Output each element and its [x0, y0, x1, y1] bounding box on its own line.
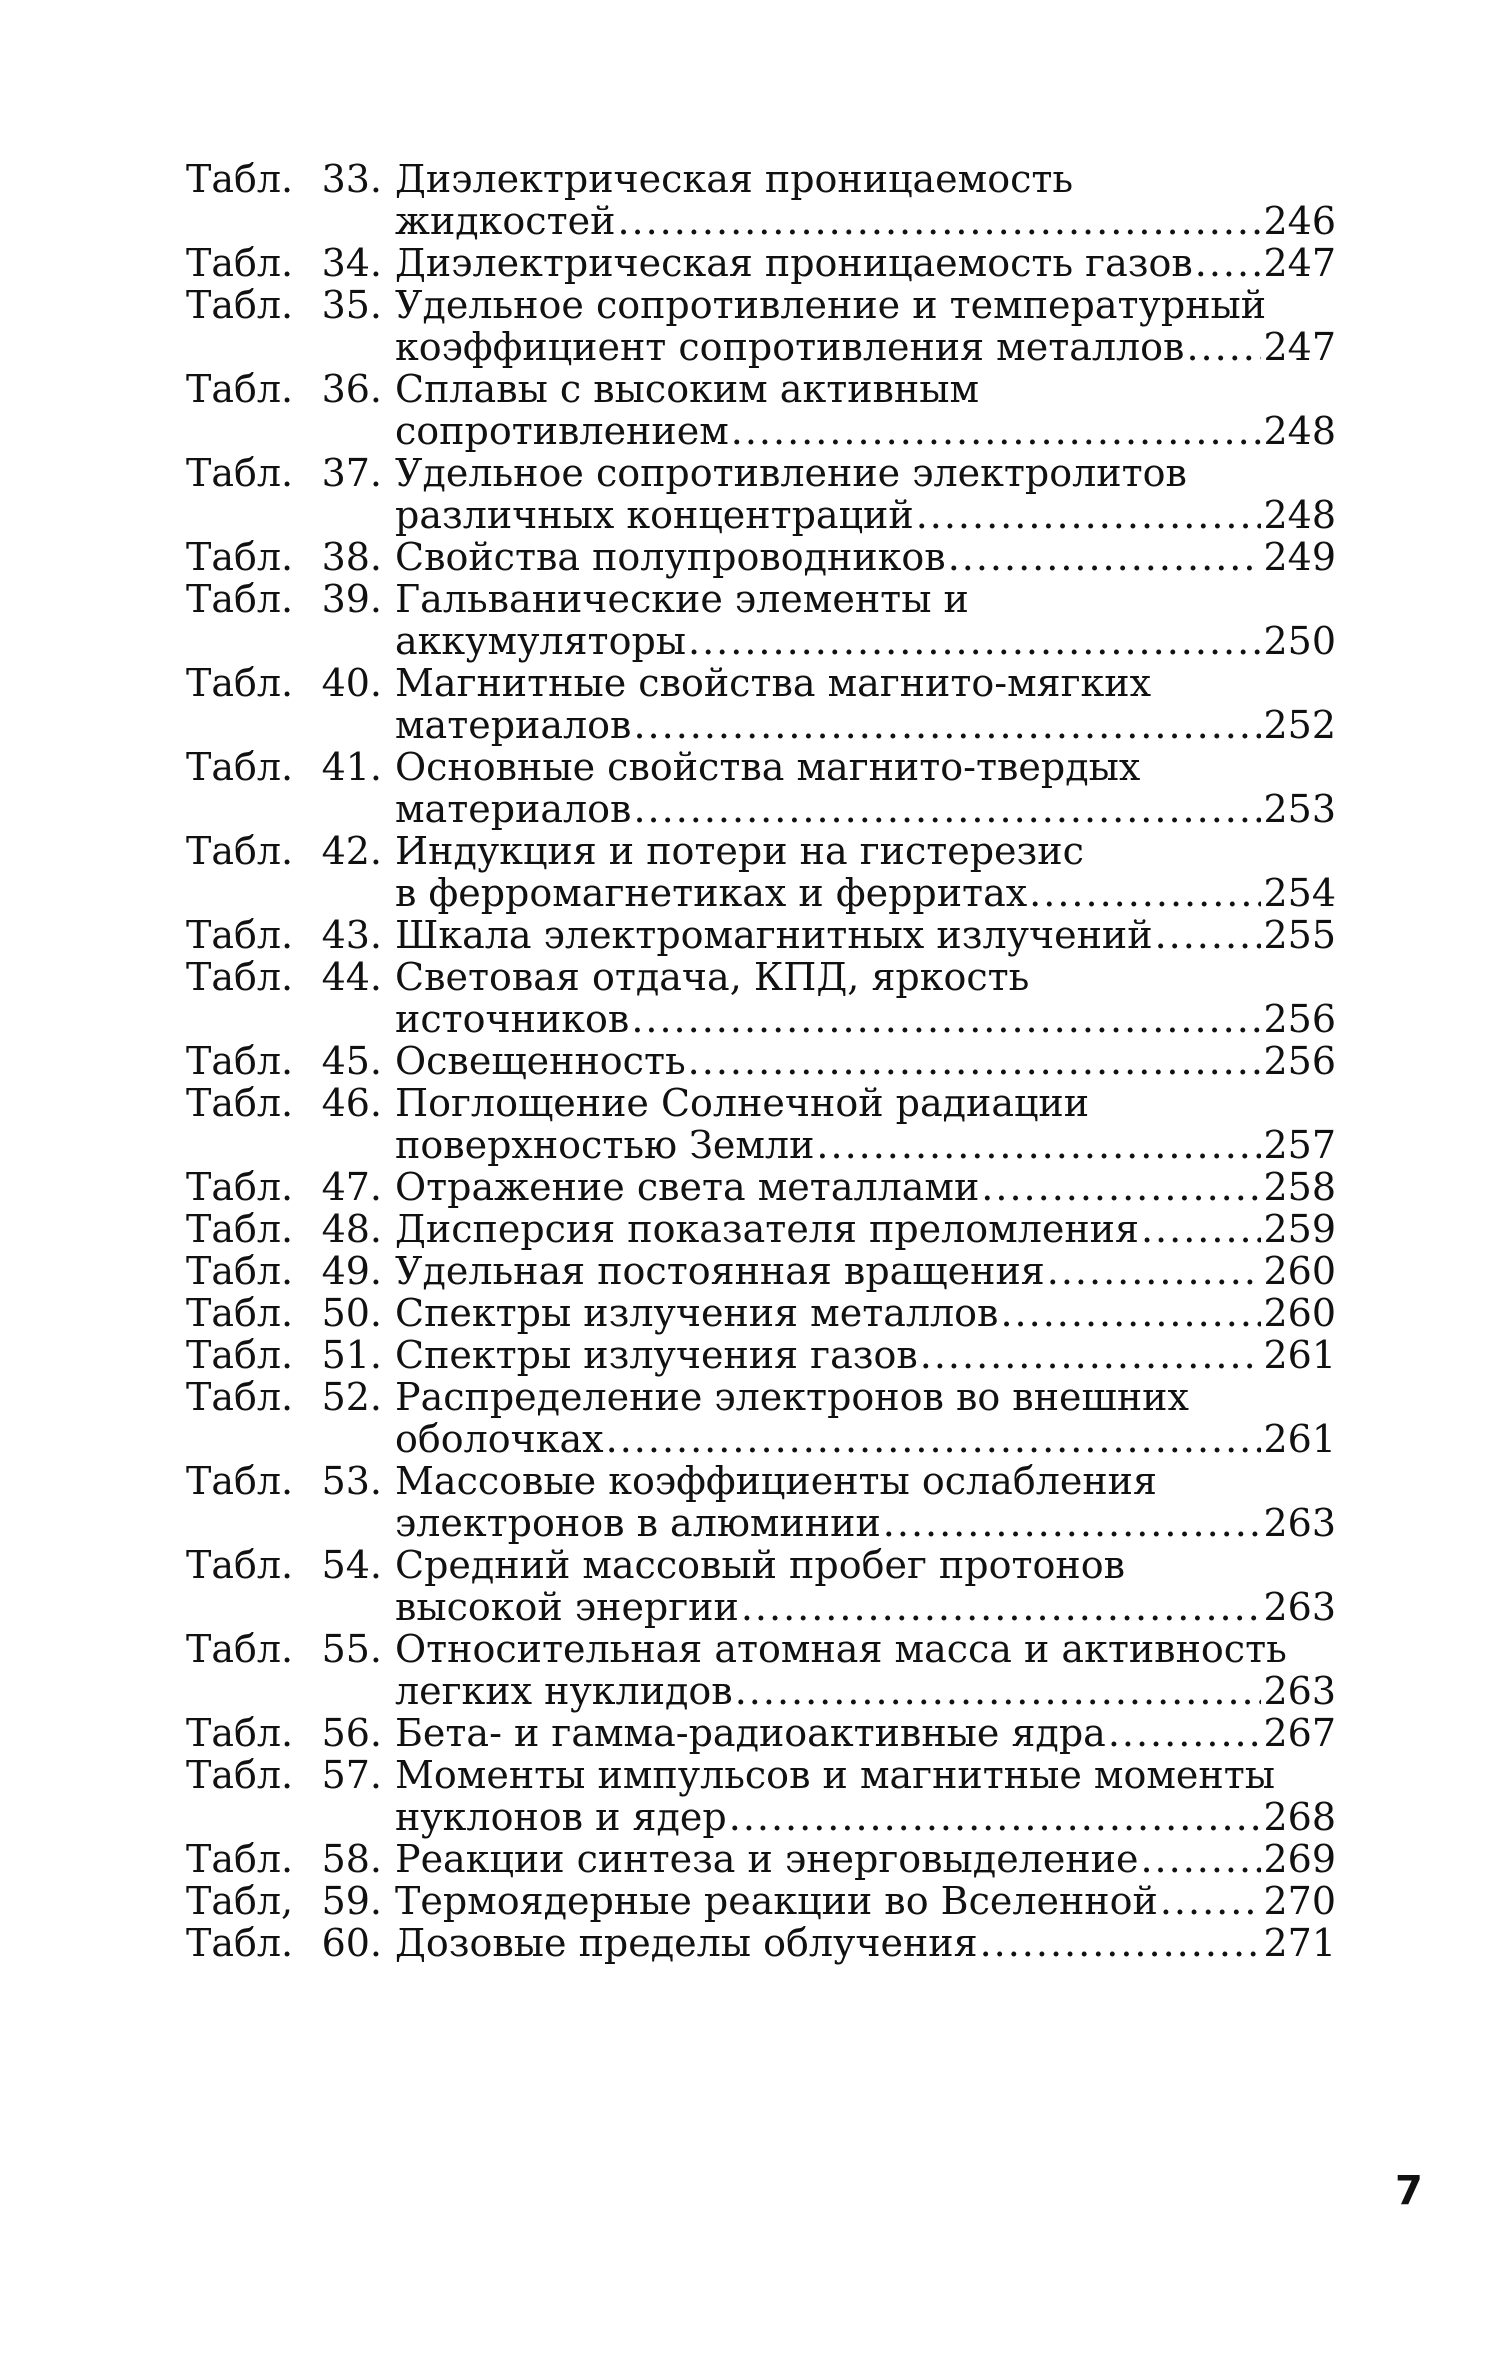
dot-leader [1195, 242, 1262, 284]
toc-entry-line [395, 158, 1336, 200]
toc-entry-title: Термоядерные реакции во Вселенной [395, 1879, 1158, 1923]
dot-leader [1160, 1880, 1262, 1922]
toc-entry [186, 1334, 1336, 1376]
toc-entry-page: 260 [1263, 1291, 1336, 1335]
toc-entry-title: Дисперсия показателя преломления [395, 1207, 1139, 1251]
toc-entry-body [382, 1544, 1336, 1628]
toc-entry-title: Спектры излучения металлов [395, 1291, 999, 1335]
toc-entry-label: Табл. [186, 577, 294, 621]
toc-entry-body [382, 746, 1336, 830]
toc-entry-label: Табл. [186, 1543, 294, 1587]
toc-entry-page: 248 [1263, 409, 1336, 453]
toc-entry-body [382, 1460, 1336, 1544]
toc-entry-line [395, 1586, 1336, 1628]
toc-entry-line [395, 1838, 1336, 1880]
toc-entry-line [395, 1628, 1336, 1670]
toc-entry-page: 259 [1263, 1207, 1336, 1251]
toc-entry-body [382, 536, 1336, 578]
dot-leader [1000, 1292, 1261, 1334]
toc-entry-body [382, 1208, 1336, 1250]
toc-entry-body [382, 1712, 1336, 1754]
toc-entry-line [395, 536, 1336, 578]
dot-leader [617, 200, 1261, 242]
dot-leader [1029, 872, 1261, 914]
toc-entry-page: 268 [1263, 1795, 1336, 1839]
toc-entry [186, 1208, 1336, 1250]
dot-leader [729, 1796, 1262, 1838]
toc-entry-number: 33. [321, 157, 382, 201]
toc-entry-line [395, 914, 1336, 956]
toc-entry-number: 42. [321, 829, 382, 873]
toc-entry-page: 260 [1263, 1249, 1336, 1293]
toc-entry-line [395, 1040, 1336, 1082]
toc-entry [186, 1166, 1336, 1208]
toc-entry-title: Поглощение Солнечной радиации [395, 1081, 1090, 1125]
toc-entry-title: Удельное сопротивление электролитов [395, 451, 1187, 495]
toc-entry-label: Табл. [186, 241, 294, 285]
toc-entry-label: Табл, [186, 1879, 294, 1923]
toc-entry-title: легких нуклидов [395, 1669, 733, 1713]
toc-entry-title: Индукция и потери на гистерезис [395, 829, 1084, 873]
toc-entry [186, 1628, 1336, 1712]
toc-entry-label: Табл. [186, 1921, 294, 1965]
toc-entry-page: 270 [1263, 1879, 1336, 1923]
toc-entry [186, 1250, 1336, 1292]
toc-entry-title: Спектры излучения газов [395, 1333, 918, 1377]
toc-entry-number: 54. [321, 1543, 382, 1587]
toc-entry-body [382, 242, 1336, 284]
toc-entry-body [382, 1166, 1336, 1208]
table-of-contents [186, 158, 1336, 1964]
dot-leader [883, 1502, 1262, 1544]
toc-entry-label: Табл. [186, 1711, 294, 1755]
toc-entry-number: 49. [321, 1249, 382, 1293]
toc-entry-line [395, 1796, 1336, 1838]
toc-entry-body [382, 1334, 1336, 1376]
toc-entry-label: Табл. [186, 661, 294, 705]
toc-entry-body [382, 914, 1336, 956]
toc-entry-label: Табл. [186, 1333, 294, 1377]
toc-entry-page: 256 [1263, 997, 1336, 1041]
toc-entry-title: Диэлектрическая проницаемость газов [395, 241, 1193, 285]
toc-entry-label: Табл. [186, 1039, 294, 1083]
toc-entry-title: Дозовые пределы облучения [395, 1921, 978, 1965]
toc-entry-page: 255 [1263, 913, 1336, 957]
toc-entry-page: 252 [1263, 703, 1336, 747]
toc-entry-number: 40. [321, 661, 382, 705]
toc-entry-page: 269 [1263, 1837, 1336, 1881]
toc-entry-line [395, 1166, 1336, 1208]
toc-entry-line [395, 788, 1336, 830]
toc-entry-body [382, 830, 1336, 914]
toc-entry-number: 58. [321, 1837, 382, 1881]
toc-entry-title: Относительная атомная масса и активность [395, 1627, 1287, 1671]
toc-entry-number: 47. [321, 1165, 382, 1209]
toc-entry-title: в ферромагнетиках и ферритах [395, 871, 1028, 915]
toc-entry-body [382, 1628, 1336, 1712]
dot-leader [980, 1922, 1262, 1964]
toc-entry-line [395, 1250, 1336, 1292]
toc-entry-page: 254 [1263, 871, 1336, 915]
dot-leader [741, 1586, 1262, 1628]
toc-entry-body [382, 368, 1336, 452]
toc-entry-line [395, 452, 1336, 494]
toc-entry-line [395, 368, 1336, 410]
toc-entry-line [395, 1376, 1336, 1418]
dot-leader [1140, 1838, 1261, 1880]
toc-entry-line [395, 1712, 1336, 1754]
toc-entry-number: 36. [321, 367, 382, 411]
toc-entry-page: 261 [1263, 1333, 1336, 1377]
dot-leader [1047, 1250, 1262, 1292]
toc-entry-title: Средний массовый пробег протонов [395, 1543, 1125, 1587]
toc-entry-line [395, 1670, 1336, 1712]
toc-entry-title: нуклонов и ядер [395, 1795, 727, 1839]
toc-entry-body [382, 1754, 1336, 1838]
toc-entry-title: электронов в алюминии [395, 1501, 881, 1545]
toc-entry-number: 35. [321, 283, 382, 327]
toc-entry-line [395, 1418, 1336, 1460]
toc-entry [186, 830, 1336, 914]
toc-entry-line [395, 326, 1336, 368]
toc-entry-body [382, 284, 1336, 368]
toc-entry-line [395, 200, 1336, 242]
toc-entry [186, 1082, 1336, 1166]
toc-entry-page: 253 [1263, 787, 1336, 831]
toc-entry [186, 1040, 1336, 1082]
toc-entry [186, 1376, 1336, 1460]
toc-entry [186, 368, 1336, 452]
toc-entry [186, 452, 1336, 536]
toc-entry-body [382, 1376, 1336, 1460]
toc-entry-page: 246 [1263, 199, 1336, 243]
toc-entry-body [382, 1880, 1336, 1922]
dot-leader [688, 1040, 1262, 1082]
toc-entry [186, 1712, 1336, 1754]
toc-entry-line [395, 662, 1336, 704]
toc-entry-label: Табл. [186, 535, 294, 579]
toc-entry [186, 1460, 1336, 1544]
toc-entry-label: Табл. [186, 367, 294, 411]
toc-entry-body [382, 1082, 1336, 1166]
dot-leader [981, 1166, 1261, 1208]
toc-entry-title: коэффициент сопротивления металлов [395, 325, 1185, 369]
toc-entry-label: Табл. [186, 1837, 294, 1881]
toc-entry-label: Табл. [186, 1207, 294, 1251]
toc-entry [186, 578, 1336, 662]
toc-entry-label: Табл. [186, 955, 294, 999]
toc-entry-title: Свойства полупроводников [395, 535, 946, 579]
toc-entry-page: 247 [1263, 325, 1336, 369]
toc-entry-line [395, 578, 1336, 620]
toc-entry-body [382, 662, 1336, 746]
toc-entry-title: материалов [395, 787, 632, 831]
toc-entry-title: Удельная постоянная вращения [395, 1249, 1045, 1293]
toc-entry-line [395, 1754, 1336, 1796]
toc-entry-number: 50. [321, 1291, 382, 1335]
toc-entry-label: Табл. [186, 157, 294, 201]
toc-entry-line [395, 1922, 1336, 1964]
toc-entry-label: Табл. [186, 1753, 294, 1797]
toc-entry-title: Сплавы с высоким активным [395, 367, 980, 411]
toc-entry-line [395, 956, 1336, 998]
dot-leader [816, 1124, 1261, 1166]
toc-entry [186, 242, 1336, 284]
toc-entry-number: 55. [321, 1627, 382, 1671]
toc-entry-number: 53. [321, 1459, 382, 1503]
toc-entry-line [395, 1334, 1336, 1376]
toc-entry-number: 44. [321, 955, 382, 999]
toc-entry [186, 746, 1336, 830]
toc-entry [186, 536, 1336, 578]
toc-entry-line [395, 746, 1336, 788]
toc-entry-page: 263 [1263, 1585, 1336, 1629]
toc-entry-line [395, 1544, 1336, 1586]
toc-entry-line [395, 830, 1336, 872]
toc-entry-page: 249 [1263, 535, 1336, 579]
toc-entry-title: источников [395, 997, 630, 1041]
toc-entry-line [395, 242, 1336, 284]
toc-entry-label: Табл. [186, 1375, 294, 1419]
toc-entry-title: сопротивлением [395, 409, 729, 453]
toc-entry-title: Гальванические элементы и [395, 577, 969, 621]
toc-entry-number: 43. [321, 913, 382, 957]
toc-entry [186, 1838, 1336, 1880]
toc-entry [186, 1544, 1336, 1628]
toc-entry-page: 271 [1263, 1921, 1336, 1965]
toc-entry [186, 662, 1336, 746]
toc-entry-title: Шкала электромагнитных излучений [395, 913, 1153, 957]
toc-entry-label: Табл. [186, 829, 294, 873]
toc-entry-page: 247 [1263, 241, 1336, 285]
toc-entry-title: различных концентраций [395, 493, 914, 537]
toc-entry-body [382, 1292, 1336, 1334]
dot-leader [731, 410, 1262, 452]
dot-leader [633, 788, 1261, 830]
toc-entry-label: Табл. [186, 451, 294, 495]
dot-leader [1141, 1208, 1262, 1250]
dot-leader [606, 1418, 1262, 1460]
toc-entry [186, 1754, 1336, 1838]
toc-entry-page: 258 [1263, 1165, 1336, 1209]
toc-entry-line [395, 1124, 1336, 1166]
toc-entry-number: 34. [321, 241, 382, 285]
toc-entry-label: Табл. [186, 283, 294, 327]
toc-entry-line [395, 410, 1336, 452]
dot-leader [688, 620, 1261, 662]
toc-entry-title: Отражение света металлами [395, 1165, 980, 1209]
toc-entry-label: Табл. [186, 913, 294, 957]
toc-entry-label: Табл. [186, 1165, 294, 1209]
toc-entry-page: 267 [1263, 1711, 1336, 1755]
toc-entry-title: Магнитные свойства магнито-мягких [395, 661, 1152, 705]
toc-entry-body [382, 452, 1336, 536]
toc-entry-line [395, 620, 1336, 662]
toc-entry-line [395, 872, 1336, 914]
toc-entry-page: 263 [1263, 1501, 1336, 1545]
toc-entry-page: 257 [1263, 1123, 1336, 1167]
toc-entry-title: Массовые коэффициенты ослабления [395, 1459, 1157, 1503]
dot-leader [948, 536, 1262, 578]
toc-entry-body [382, 1922, 1336, 1964]
toc-entry-page: 256 [1263, 1039, 1336, 1083]
toc-entry-line [395, 1082, 1336, 1124]
toc-entry-body [382, 1250, 1336, 1292]
toc-entry-number: 39. [321, 577, 382, 621]
toc-entry-number: 51. [321, 1333, 382, 1377]
toc-entry-title: Распределение электронов во внешних [395, 1375, 1189, 1419]
toc-entry-page: 248 [1263, 493, 1336, 537]
toc-entry-line [395, 1880, 1336, 1922]
toc-entry-title: Моменты импульсов и магнитные моменты [395, 1753, 1275, 1797]
dot-leader [916, 494, 1262, 536]
toc-entry-number: 57. [321, 1753, 382, 1797]
toc-entry-label: Табл. [186, 1081, 294, 1125]
toc-entry-number: 48. [321, 1207, 382, 1251]
toc-entry [186, 1922, 1336, 1964]
toc-entry-title: Реакции синтеза и энерговыделение [395, 1837, 1139, 1881]
toc-entry-title: Удельное сопротивление и температурный [395, 283, 1267, 327]
toc-entry-title: оболочках [395, 1417, 604, 1461]
toc-entry-line [395, 1292, 1336, 1334]
page-number: 7 [1395, 2168, 1423, 2214]
toc-entry-title: Световая отдача, КПД, яркость [395, 955, 1030, 999]
toc-entry-number: 56. [321, 1711, 382, 1755]
toc-entry-number: 37. [321, 451, 382, 495]
toc-entry-line [395, 998, 1336, 1040]
toc-entry-line [395, 704, 1336, 746]
toc-entry [186, 914, 1336, 956]
toc-entry-number: 52. [321, 1375, 382, 1419]
toc-entry-title: высокой энергии [395, 1585, 739, 1629]
toc-entry-body [382, 578, 1336, 662]
toc-entry-title: материалов [395, 703, 632, 747]
toc-entry [186, 1292, 1336, 1334]
toc-entry [186, 284, 1336, 368]
toc-entry [186, 1880, 1336, 1922]
toc-entry-line [395, 494, 1336, 536]
toc-entry-body [382, 1838, 1336, 1880]
dot-leader [735, 1670, 1262, 1712]
dot-leader [920, 1334, 1262, 1376]
dot-leader [1108, 1712, 1262, 1754]
toc-entry-body [382, 158, 1336, 242]
toc-entry-number: 60. [321, 1921, 382, 1965]
dot-leader [633, 704, 1261, 746]
toc-entry [186, 956, 1336, 1040]
toc-entry [186, 158, 1336, 242]
toc-entry-page: 263 [1263, 1669, 1336, 1713]
toc-entry-title: Диэлектрическая проницаемость [395, 157, 1074, 201]
toc-entry-title: жидкостей [395, 199, 616, 243]
toc-entry-line [395, 1502, 1336, 1544]
toc-entry-title: поверхностью Земли [395, 1123, 815, 1167]
toc-entry-line [395, 1208, 1336, 1250]
toc-entry-body [382, 956, 1336, 1040]
toc-entry-title: Освещенность [395, 1039, 686, 1083]
toc-entry-label: Табл. [186, 1627, 294, 1671]
toc-entry-number: 38. [321, 535, 382, 579]
toc-entry-number: 46. [321, 1081, 382, 1125]
toc-entry-number: 41. [321, 745, 382, 789]
toc-entry-title: аккумуляторы [395, 619, 687, 663]
toc-entry-body [382, 1040, 1336, 1082]
toc-entry-label: Табл. [186, 1459, 294, 1503]
toc-entry-label: Табл. [186, 745, 294, 789]
dot-leader [1155, 914, 1262, 956]
toc-entry-title: Бета- и гамма-радиоактивные ядра [395, 1711, 1106, 1755]
dot-leader [631, 998, 1261, 1040]
toc-entry-page: 261 [1263, 1417, 1336, 1461]
toc-entry-number: 45. [321, 1039, 382, 1083]
toc-entry-number: 59. [321, 1879, 382, 1923]
toc-entry-line [395, 1460, 1336, 1502]
dot-leader [1186, 326, 1261, 368]
toc-entry-page: 250 [1263, 619, 1336, 663]
toc-entry-title: Основные свойства магнито-твердых [395, 745, 1141, 789]
toc-entry-line [395, 284, 1336, 326]
toc-entry-label: Табл. [186, 1249, 294, 1293]
toc-entry-label: Табл. [186, 1291, 294, 1335]
